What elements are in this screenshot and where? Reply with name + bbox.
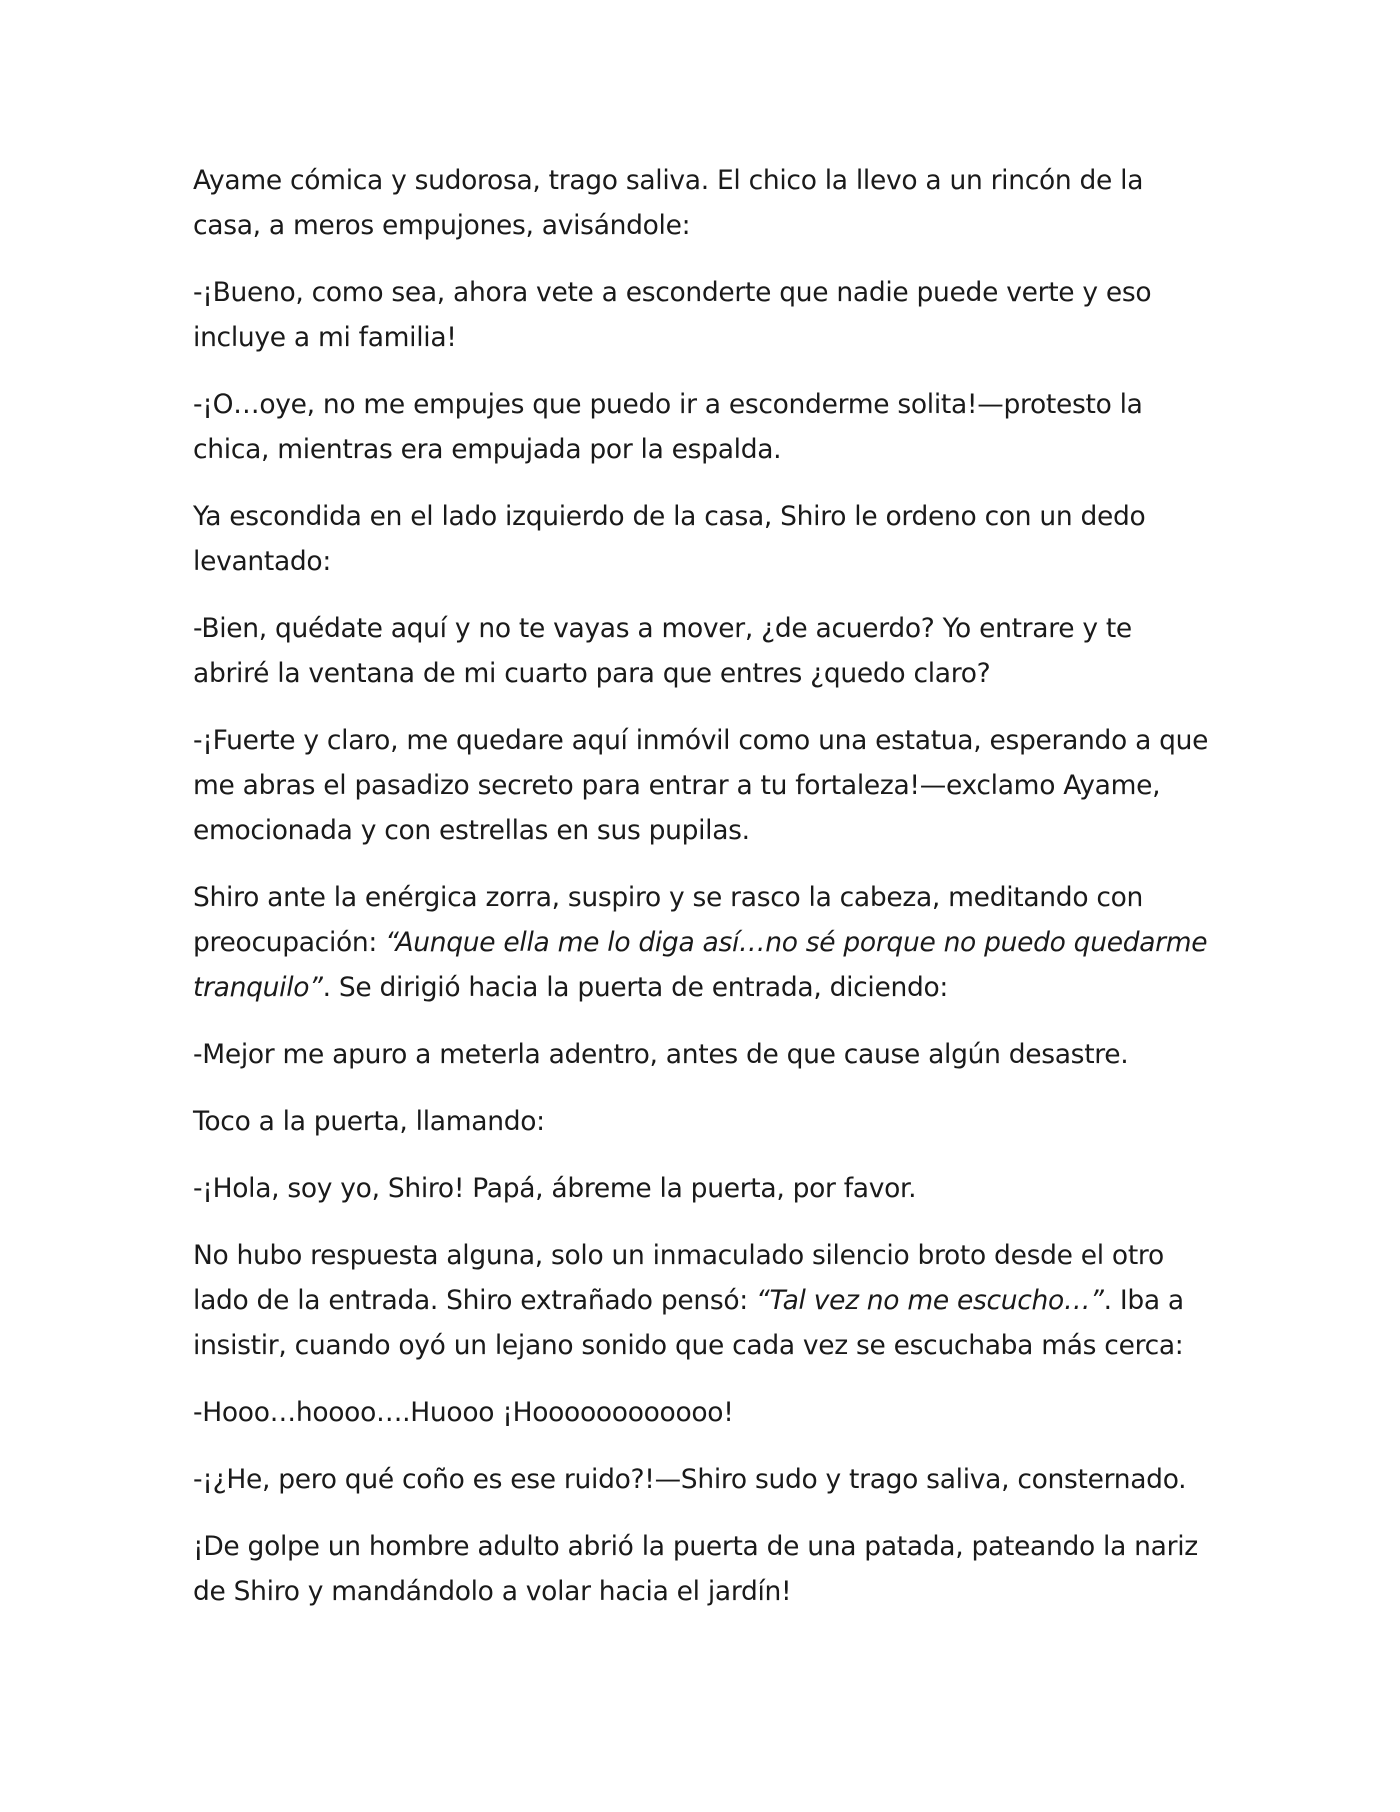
italic-thought: “Tal vez no me escucho…” bbox=[756, 1285, 1104, 1316]
paragraph-10 bbox=[193, 1166, 1213, 1211]
paragraph-text: . Iba a insistir, cuando oyó un lejano sonido que cada vez se escuchaba más cerca: bbox=[193, 1285, 1184, 1361]
paragraph-8 bbox=[193, 1032, 1213, 1077]
italic-thought: “Aunque ella me lo diga así…no sé porque no puedo quedarme tranquilo” bbox=[193, 927, 1208, 1003]
paragraph-14 bbox=[193, 1524, 1213, 1614]
paragraph-2 bbox=[193, 270, 1213, 360]
document-body bbox=[193, 158, 1213, 1636]
paragraph-text: No hubo respuesta alguna, solo un inmaculado silencio broto desde el otro lado de la entrada. Shiro extrañado pensó: bbox=[193, 1240, 1164, 1316]
paragraph-6 bbox=[193, 718, 1213, 853]
paragraph-1 bbox=[193, 158, 1213, 248]
paragraph-text: . Se dirigió hacia la puerta de entrada, diciendo: bbox=[322, 972, 949, 1003]
paragraph-text: -¡Bueno, como sea, ahora vete a esconderte que nadie puede verte y eso incluye a mi familia! bbox=[193, 277, 1152, 353]
paragraph-text: -Hooo…hoooo….Huooo ¡Hoooooooooooo! bbox=[193, 1397, 734, 1428]
paragraph-text: -Bien, quédate aquí y no te vayas a mover, ¿de acuerdo? Yo entrare y te abriré la ventana de mi cuarto para que entres ¿quedo claro? bbox=[193, 613, 1132, 689]
paragraph-text: ¡De golpe un hombre adulto abrió la puerta de una patada, pateando la nariz de Shiro y mandándolo a volar hacia el jardín! bbox=[193, 1531, 1198, 1607]
paragraph-11 bbox=[193, 1233, 1213, 1368]
paragraph-text: -¡Fuerte y claro, me quedare aquí inmóvil como una estatua, esperando a que me abras el pasadizo secreto para entrar a tu fortaleza!—exclamo Ayame, emocionada y con estrellas en sus pupilas. bbox=[193, 725, 1209, 846]
paragraph-5 bbox=[193, 606, 1213, 696]
paragraph-7 bbox=[193, 875, 1213, 1010]
paragraph-13 bbox=[193, 1457, 1213, 1502]
paragraph-3 bbox=[193, 382, 1213, 472]
paragraph-text: -Mejor me apuro a meterla adentro, antes de que cause algún desastre. bbox=[193, 1039, 1129, 1070]
paragraph-text: Toco a la puerta, llamando: bbox=[193, 1106, 545, 1137]
paragraph-text: -¡¿He, pero qué coño es ese ruido?!—Shiro sudo y trago saliva, consternado. bbox=[193, 1464, 1187, 1495]
paragraph-4 bbox=[193, 494, 1213, 584]
paragraph-text: -¡Hola, soy yo, Shiro! Papá, ábreme la puerta, por favor. bbox=[193, 1173, 917, 1204]
paragraph-text: Shiro ante la enérgica zorra, suspiro y se rasco la cabeza, meditando con preocupación: bbox=[193, 882, 1144, 958]
paragraph-9 bbox=[193, 1099, 1213, 1144]
paragraph-text: Ya escondida en el lado izquierdo de la casa, Shiro le ordeno con un dedo levantado: bbox=[193, 501, 1146, 577]
paragraph-text: -¡O…oye, no me empujes que puedo ir a esconderme solita!—protesto la chica, mientras era empujada por la espalda. bbox=[193, 389, 1143, 465]
paragraph-12 bbox=[193, 1390, 1213, 1435]
paragraph-text: Ayame cómica y sudorosa, trago saliva. El chico la llevo a un rincón de la casa, a meros empujones, avisándole: bbox=[193, 165, 1144, 241]
